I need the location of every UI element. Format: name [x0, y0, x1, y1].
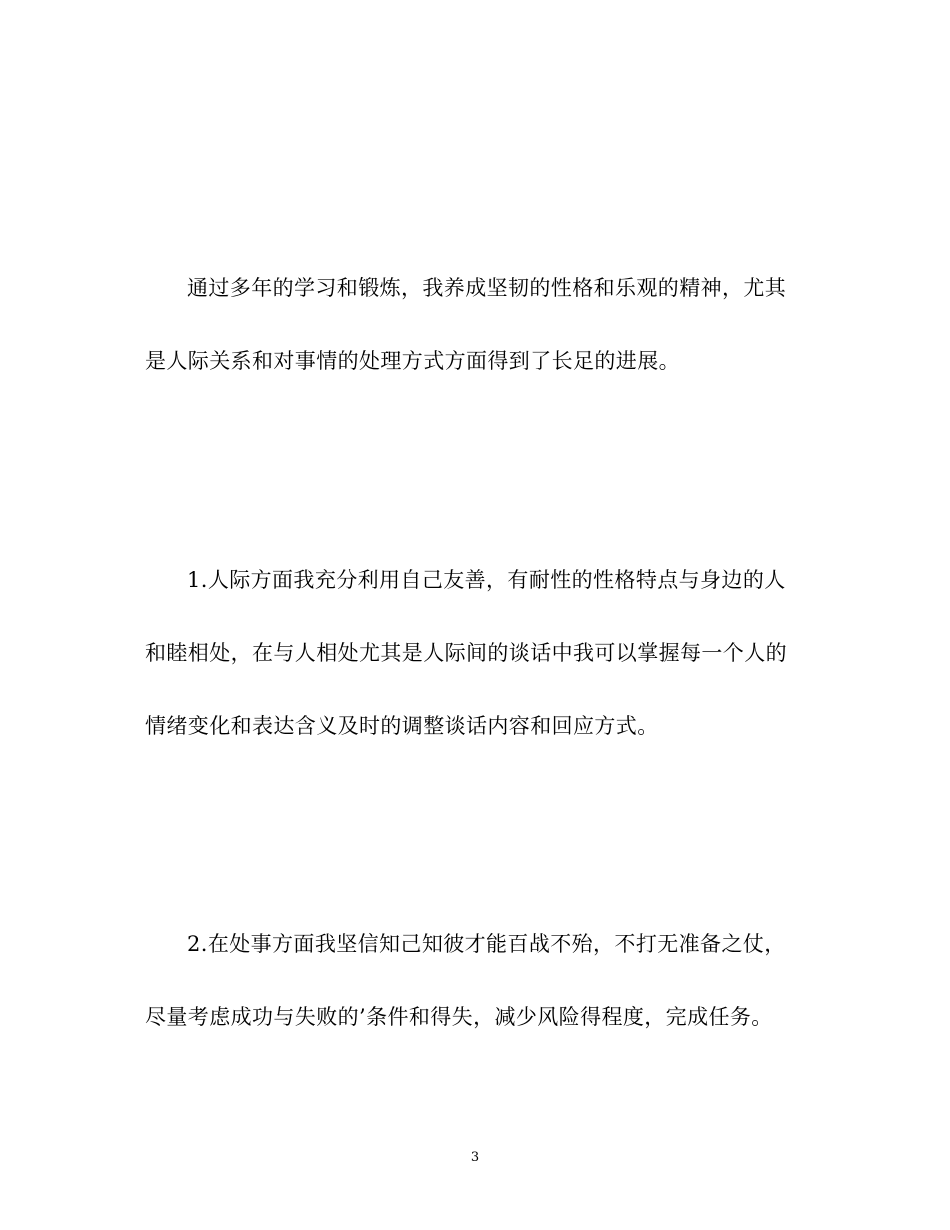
paragraph-handling-affairs: 2.在处事方面我坚信知己知彼才能百战不殆，不打无准备之仗，尽量考虑成功与失败的’条件和得失，减少风险得程度，完成任务。 [145, 932, 786, 1029]
page-number: 3 [470, 1150, 480, 1165]
paragraph-personal-growth: 通过多年的学习和锻炼，我养成坚韧的性格和乐观的精神，尤其是人际关系和对事情的处理方式方面得到了长足的进展。 [145, 276, 787, 373]
paragraph-interpersonal: 1.人际方面我充分利用自己友善，有耐性的性格特点与身边的人和睦相处，在与人相处尤其是人际间的谈话中我可以掌握每一个人的情绪变化和表达含义及时的调整谈话内容和回应方式。 [145, 568, 787, 738]
